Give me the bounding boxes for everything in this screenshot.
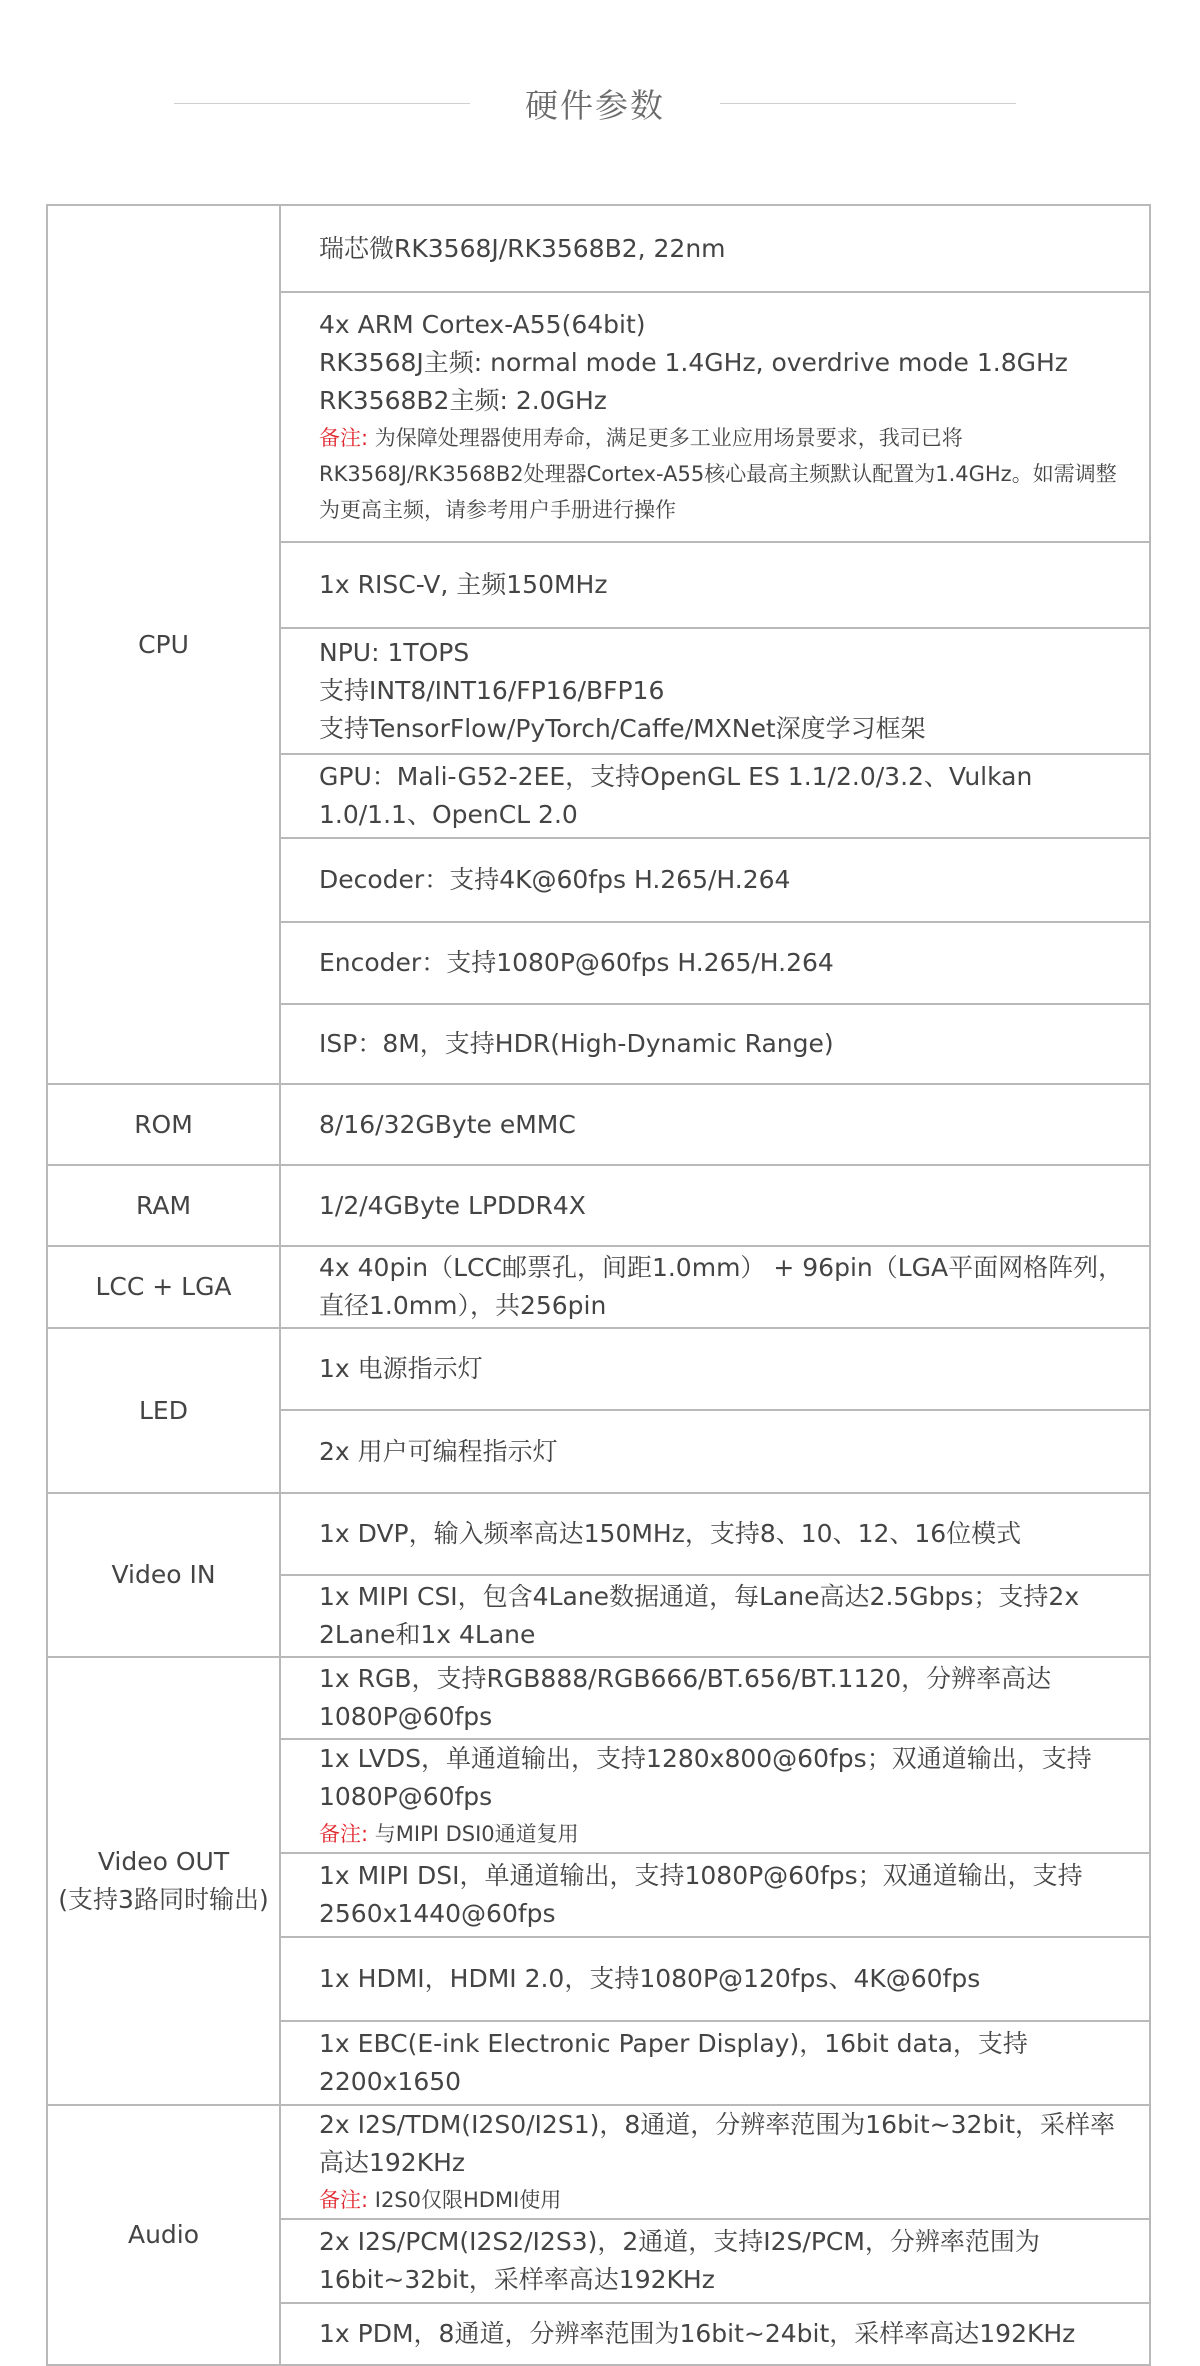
- video-out-subtitle: (支持3路同时输出): [58, 1885, 269, 1914]
- cpu-a55-freq-j: RK3568J主频: normal mode 1.4GHz, overdrive mode 1.8GHz: [319, 348, 1068, 377]
- ram-value: 1/2/4GByte LPDDR4X: [280, 1165, 1150, 1246]
- note-label: 备注:: [319, 2188, 369, 2212]
- lvds-desc: 1x LVDS，单通道输出，支持1280x800@60fps；双通道输出，支持1080P@60fps: [319, 1744, 1092, 1811]
- video-out-title: Video OUT: [97, 1847, 230, 1876]
- video-in-csi: 1x MIPI CSI，包含4Lane数据通道，每Lane高达2.5Gbps；支持2x 2Lane和1x 4Lane: [280, 1575, 1150, 1657]
- table-row: [47, 1084, 1150, 1165]
- video-out-hdmi: 1x HDMI，HDMI 2.0，支持1080P@120fps、4K@60fps: [280, 1937, 1150, 2021]
- page-title: 硬件参数: [525, 86, 665, 125]
- cpu-npu: [280, 628, 1150, 754]
- table-row: [47, 1657, 1150, 1739]
- rom-value: 8/16/32GByte eMMC: [280, 1084, 1150, 1165]
- lcc-value: 4x 40pin（LCC邮票孔，间距1.0mm） + 96pin（LGA平面网格阵列，直径1.0mm），共256pin: [280, 1246, 1150, 1328]
- video-out-dsi: 1x MIPI DSI，单通道输出，支持1080P@60fps；双通道输出，支持2560x1440@60fps: [280, 1853, 1150, 1937]
- rom-label: ROM: [47, 1084, 280, 1165]
- ram-label: RAM: [47, 1165, 280, 1246]
- i2s01-desc: 2x I2S/TDM(I2S0/I2S1)，8通道，分辨率范围为16bit~32bit，采样率高达192KHz: [319, 2110, 1116, 2177]
- audio-label: Audio: [47, 2105, 280, 2365]
- cpu-decoder: Decoder：支持4K@60fps H.265/H.264: [280, 838, 1150, 922]
- title-divider-left: [174, 103, 470, 104]
- lcc-label: LCC + LGA: [47, 1246, 280, 1328]
- video-in-label: Video IN: [47, 1493, 280, 1657]
- table-row: [47, 1246, 1150, 1328]
- cpu-a55-freq-b2: RK3568B2主频: 2.0GHz: [319, 386, 607, 415]
- table-row: [47, 1328, 1150, 1410]
- cpu-gpu: GPU：Mali-G52-2EE，支持OpenGL ES 1.1/2.0/3.2、Vulkan 1.0/1.1、OpenCL 2.0: [280, 754, 1150, 838]
- npu-frameworks: 支持TensorFlow/PyTorch/Caffe/MXNet深度学习框架: [319, 714, 926, 743]
- cpu-isp: ISP：8M，支持HDR(High-Dynamic Range): [280, 1004, 1150, 1084]
- audio-i2s01: [280, 2105, 1150, 2219]
- led-power: 1x 电源指示灯: [280, 1328, 1150, 1410]
- cpu-label: CPU: [47, 205, 280, 1084]
- video-out-lvds: [280, 1739, 1150, 1853]
- video-out-label: [47, 1657, 280, 2105]
- note-label: 备注:: [319, 426, 369, 450]
- table-row: [47, 1165, 1150, 1246]
- section-header: [0, 70, 1200, 130]
- npu-formats: 支持INT8/INT16/FP16/BFP16: [319, 676, 665, 705]
- note-label: 备注:: [319, 1822, 369, 1846]
- cpu-a55-cores: 4x ARM Cortex-A55(64bit): [319, 310, 646, 339]
- table-row: [47, 205, 1150, 292]
- video-out-ebc: 1x EBC(E-ink Electronic Paper Display)，16bit data，支持2200x1650: [280, 2021, 1150, 2105]
- led-user: 2x 用户可编程指示灯: [280, 1410, 1150, 1493]
- i2s01-note: [319, 2182, 1135, 2218]
- lvds-note: [319, 1816, 1135, 1852]
- cpu-encoder: Encoder：支持1080P@60fps H.265/H.264: [280, 922, 1150, 1004]
- audio-pdm: 1x PDM，8通道，分辨率范围为16bit~24bit，采样率高达192KHz: [280, 2303, 1150, 2365]
- cpu-a55: [280, 292, 1150, 542]
- led-label: LED: [47, 1328, 280, 1493]
- table-row: [47, 2105, 1150, 2219]
- title-divider-right: [720, 103, 1016, 104]
- cpu-a55-note: [319, 420, 1135, 528]
- table-row: [47, 1493, 1150, 1575]
- audio-i2s23: 2x I2S/PCM(I2S2/I2S3)，2通道，支持I2S/PCM，分辨率范围为16bit~32bit，采样率高达192KHz: [280, 2219, 1150, 2303]
- cpu-soc: 瑞芯微RK3568J/RK3568B2, 22nm: [280, 205, 1150, 292]
- spec-table: [46, 204, 1151, 2366]
- note-text: I2S0仅限HDMI使用: [368, 2188, 562, 2212]
- npu-tops: NPU: 1TOPS: [319, 638, 470, 667]
- cpu-riscv: 1x RISC-V, 主频150MHz: [280, 542, 1150, 628]
- note-text: 为保障处理器使用寿命，满足更多工业应用场景要求，我司已将RK3568J/RK3568B2处理器Cortex-A55核心最高主频默认配置为1.4GHz。如需调整为更高主频，请参考用户手册进行操作: [319, 426, 1117, 522]
- video-out-rgb: 1x RGB，支持RGB888/RGB666/BT.656/BT.1120，分辨率高达1080P@60fps: [280, 1657, 1150, 1739]
- note-text: 与MIPI DSI0通道复用: [368, 1822, 579, 1846]
- video-in-dvp: 1x DVP，输入频率高达150MHz，支持8、10、12、16位模式: [280, 1493, 1150, 1575]
